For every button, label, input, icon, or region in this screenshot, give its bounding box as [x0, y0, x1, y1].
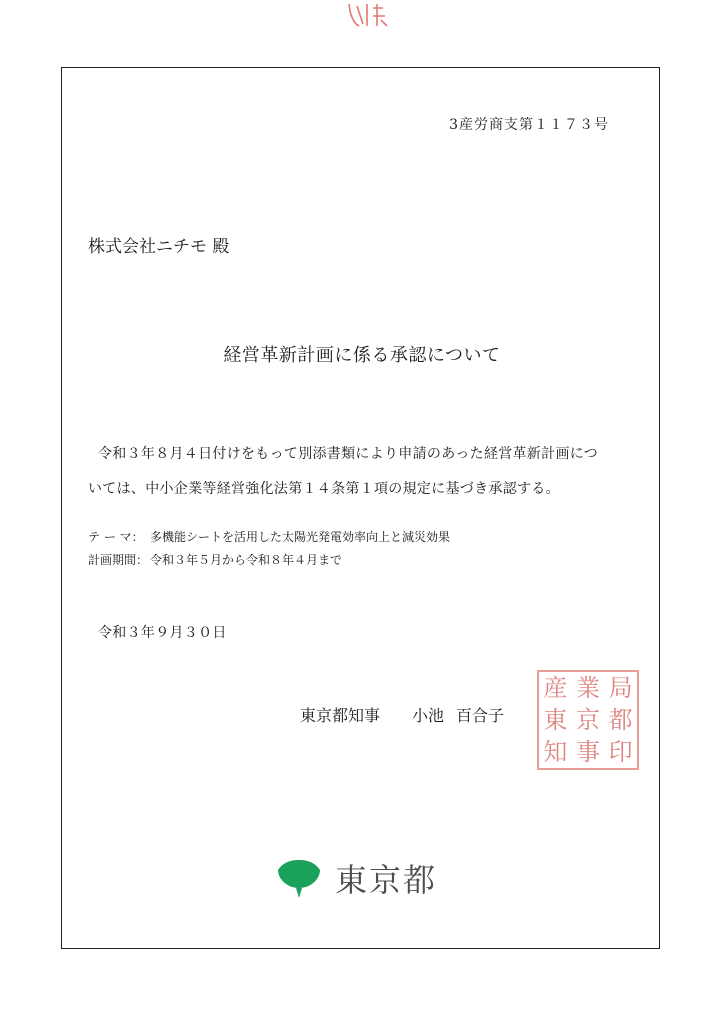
signer-given-name: 百合子 [456, 706, 505, 725]
addressee: 株式会社ニチモ 殿 [88, 237, 230, 257]
issue-date: 令和３年９月３０日 [98, 625, 227, 641]
ginkgo-leaf-icon [276, 858, 322, 904]
stamp-char: 東 [543, 706, 568, 734]
stamp-char: 局 [608, 674, 633, 702]
top-seal-stamp [343, 0, 393, 30]
document-number: 3産労商支第１１７３号 [449, 117, 609, 133]
stamp-char: 産 [543, 674, 568, 702]
document-border [61, 67, 660, 949]
theme-label: テ ー マ： [88, 530, 144, 544]
stamp-char: 印 [608, 738, 633, 766]
stamp-char: 都 [608, 706, 633, 734]
period-row [88, 551, 342, 568]
official-seal-stamp [537, 670, 639, 770]
document-title: 経営革新計画に係る承認について [223, 345, 501, 366]
signer-surname: 小池 [412, 706, 445, 725]
theme-row [88, 528, 450, 545]
stamp-char: 業 [575, 674, 600, 702]
period-label: 計画期間： [88, 553, 149, 567]
body-line-2: いては、中小企業等経営強化法第１４条第１項の規定に基づき承認する。 [88, 481, 560, 497]
theme-value: 多機能シートを活用した太陽光発電効率向上と減災効果 [150, 530, 451, 544]
signer-title: 東京都知事 [300, 706, 381, 725]
stamp-char: 知 [543, 738, 568, 766]
stamp-char: 京 [575, 706, 600, 734]
stamp-char: 事 [575, 738, 600, 766]
body-line-1: 令和３年８月４日付けをもって別添書類により申請のあった経営革新計画につ [98, 446, 599, 462]
tokyo-metropolitan-logo-text: 東京都 [335, 861, 438, 899]
signer [300, 703, 504, 726]
period-value: 令和３年５月から令和８年４月まで [150, 553, 343, 567]
